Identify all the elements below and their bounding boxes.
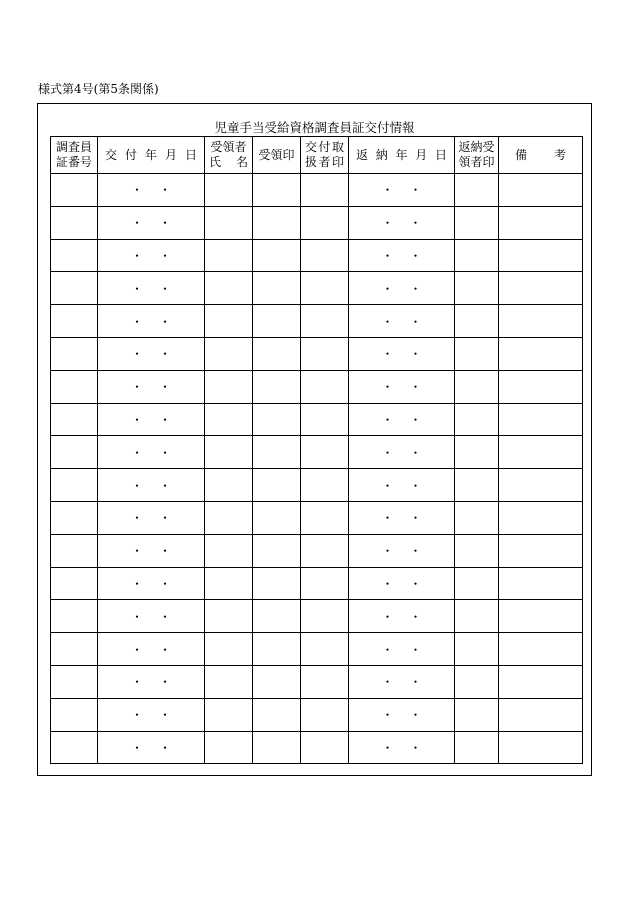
id-number-cell[interactable] bbox=[51, 174, 98, 207]
issue-handler-cell[interactable] bbox=[301, 665, 349, 698]
date-separator: ・ bbox=[130, 708, 143, 723]
table-row bbox=[51, 174, 583, 207]
return-date-cell[interactable] bbox=[349, 239, 455, 272]
return-seal-cell[interactable] bbox=[455, 469, 499, 502]
receipt-seal-cell[interactable] bbox=[253, 534, 301, 567]
issue-date-cell[interactable] bbox=[98, 403, 205, 436]
form-number-label: 様式第4号(第5条関係) bbox=[38, 82, 159, 96]
remarks-cell[interactable] bbox=[499, 501, 583, 534]
recipient-name-cell[interactable] bbox=[205, 665, 253, 698]
remarks-cell[interactable] bbox=[499, 665, 583, 698]
remarks-cell[interactable] bbox=[499, 731, 583, 764]
issue-handler-cell[interactable] bbox=[301, 469, 349, 502]
receipt-seal-cell[interactable] bbox=[253, 370, 301, 403]
id-number-cell[interactable] bbox=[51, 272, 98, 305]
remarks-cell[interactable] bbox=[499, 534, 583, 567]
return-seal-cell[interactable] bbox=[455, 174, 499, 207]
remarks-cell[interactable] bbox=[499, 337, 583, 370]
remarks-cell[interactable] bbox=[499, 174, 583, 207]
recipient-name-cell[interactable] bbox=[205, 337, 253, 370]
date-separator: ・ bbox=[409, 544, 422, 559]
id-number-cell[interactable] bbox=[51, 370, 98, 403]
date-separator: ・ bbox=[409, 248, 422, 263]
table-row bbox=[51, 272, 583, 305]
id-number-cell[interactable] bbox=[51, 305, 98, 338]
remarks-cell[interactable] bbox=[499, 403, 583, 436]
date-separator: ・ bbox=[130, 642, 143, 657]
date-separator: ・ bbox=[130, 380, 143, 395]
issue-date-cell[interactable] bbox=[98, 305, 205, 338]
id-number-cell[interactable] bbox=[51, 567, 98, 600]
receipt-seal-cell[interactable] bbox=[253, 239, 301, 272]
table-row bbox=[51, 534, 583, 567]
date-separator: ・ bbox=[409, 511, 422, 526]
remarks-cell[interactable] bbox=[499, 370, 583, 403]
remarks-cell[interactable] bbox=[499, 633, 583, 666]
recipient-name-cell[interactable] bbox=[205, 436, 253, 469]
issue-date-cell[interactable] bbox=[98, 174, 205, 207]
date-separator: ・ bbox=[409, 740, 422, 755]
recipient-name-cell[interactable] bbox=[205, 370, 253, 403]
recipient-name-cell[interactable] bbox=[205, 239, 253, 272]
table-row bbox=[51, 567, 583, 600]
return-date-cell[interactable] bbox=[349, 633, 455, 666]
issue-date-cell[interactable] bbox=[98, 665, 205, 698]
date-separator: ・ bbox=[130, 314, 143, 329]
receipt-seal-cell[interactable] bbox=[253, 698, 301, 731]
issue-date-cell[interactable] bbox=[98, 272, 205, 305]
date-separator: ・ bbox=[130, 412, 143, 427]
return-seal-cell[interactable] bbox=[455, 600, 499, 633]
recipient-name-cell[interactable] bbox=[205, 174, 253, 207]
return-date-cell[interactable] bbox=[349, 403, 455, 436]
id-number-cell[interactable] bbox=[51, 436, 98, 469]
id-number-cell[interactable] bbox=[51, 337, 98, 370]
return-date-cell[interactable] bbox=[349, 174, 455, 207]
header-return-seal: 返納受 領者印 bbox=[455, 137, 499, 174]
return-seal-cell[interactable] bbox=[455, 665, 499, 698]
issue-date-cell[interactable] bbox=[98, 469, 205, 502]
date-separator: ・ bbox=[130, 478, 143, 493]
date-separator: ・ bbox=[381, 478, 394, 493]
date-separator: ・ bbox=[158, 445, 171, 460]
date-separator: ・ bbox=[158, 708, 171, 723]
date-separator: ・ bbox=[409, 478, 422, 493]
id-number-cell[interactable] bbox=[51, 600, 98, 633]
date-separator: ・ bbox=[409, 609, 422, 624]
date-separator: ・ bbox=[158, 740, 171, 755]
issue-date-cell[interactable] bbox=[98, 206, 205, 239]
header-remarks: 備 考 bbox=[499, 137, 583, 174]
date-separator: ・ bbox=[158, 478, 171, 493]
date-separator: ・ bbox=[158, 412, 171, 427]
receipt-seal-cell[interactable] bbox=[253, 567, 301, 600]
table-row bbox=[51, 239, 583, 272]
id-number-cell[interactable] bbox=[51, 403, 98, 436]
header-issue-handler: 交 付 取 扱 者 印 bbox=[301, 137, 349, 174]
return-date-cell[interactable] bbox=[349, 272, 455, 305]
return-seal-cell[interactable] bbox=[455, 337, 499, 370]
return-seal-cell[interactable] bbox=[455, 633, 499, 666]
date-separator: ・ bbox=[381, 511, 394, 526]
date-separator: ・ bbox=[158, 281, 171, 296]
recipient-name-cell[interactable] bbox=[205, 698, 253, 731]
id-number-cell[interactable] bbox=[51, 469, 98, 502]
date-separator: ・ bbox=[130, 445, 143, 460]
recipient-name-cell[interactable] bbox=[205, 633, 253, 666]
date-separator: ・ bbox=[381, 642, 394, 657]
remarks-cell[interactable] bbox=[499, 305, 583, 338]
issue-handler-cell[interactable] bbox=[301, 436, 349, 469]
header-recipient-name: 受領者 氏 名 bbox=[205, 137, 253, 174]
date-separator: ・ bbox=[158, 248, 171, 263]
form-title: 児童手当受給資格調査員証交付情報 bbox=[214, 120, 415, 135]
issue-date-cell[interactable] bbox=[98, 239, 205, 272]
return-seal-cell[interactable] bbox=[455, 206, 499, 239]
date-separator: ・ bbox=[409, 281, 422, 296]
date-separator: ・ bbox=[158, 609, 171, 624]
return-date-cell[interactable] bbox=[349, 534, 455, 567]
table-row bbox=[51, 436, 583, 469]
return-date-cell[interactable] bbox=[349, 206, 455, 239]
issue-handler-cell[interactable] bbox=[301, 403, 349, 436]
date-separator: ・ bbox=[158, 642, 171, 657]
table-row bbox=[51, 403, 583, 436]
date-separator: ・ bbox=[381, 412, 394, 427]
return-seal-cell[interactable] bbox=[455, 501, 499, 534]
issue-handler-cell[interactable] bbox=[301, 174, 349, 207]
header-receipt-seal: 受領印 bbox=[253, 137, 301, 174]
remarks-cell[interactable] bbox=[499, 600, 583, 633]
receipt-seal-cell[interactable] bbox=[253, 272, 301, 305]
return-seal-cell[interactable] bbox=[455, 534, 499, 567]
id-number-cell[interactable] bbox=[51, 731, 98, 764]
remarks-cell[interactable] bbox=[499, 436, 583, 469]
return-date-cell[interactable] bbox=[349, 665, 455, 698]
receipt-seal-cell[interactable] bbox=[253, 436, 301, 469]
return-date-cell[interactable] bbox=[349, 337, 455, 370]
date-separator: ・ bbox=[409, 642, 422, 657]
return-date-cell[interactable] bbox=[349, 698, 455, 731]
issue-handler-cell[interactable] bbox=[301, 731, 349, 764]
remarks-cell[interactable] bbox=[499, 698, 583, 731]
return-seal-cell[interactable] bbox=[455, 403, 499, 436]
remarks-cell[interactable] bbox=[499, 239, 583, 272]
date-separator: ・ bbox=[381, 216, 394, 231]
date-separator: ・ bbox=[381, 380, 394, 395]
receipt-seal-cell[interactable] bbox=[253, 337, 301, 370]
return-seal-cell[interactable] bbox=[455, 436, 499, 469]
date-separator: ・ bbox=[381, 675, 394, 690]
recipient-name-cell[interactable] bbox=[205, 567, 253, 600]
table-row bbox=[51, 337, 583, 370]
return-date-cell[interactable] bbox=[349, 305, 455, 338]
date-separator: ・ bbox=[130, 609, 143, 624]
date-separator: ・ bbox=[158, 347, 171, 362]
table-row bbox=[51, 206, 583, 239]
date-separator: ・ bbox=[381, 314, 394, 329]
recipient-name-cell[interactable] bbox=[205, 731, 253, 764]
return-seal-cell[interactable] bbox=[455, 567, 499, 600]
issue-handler-cell[interactable] bbox=[301, 600, 349, 633]
issue-date-cell[interactable] bbox=[98, 600, 205, 633]
issue-handler-cell[interactable] bbox=[301, 501, 349, 534]
id-number-cell[interactable] bbox=[51, 501, 98, 534]
recipient-name-cell[interactable] bbox=[205, 534, 253, 567]
recipient-name-cell[interactable] bbox=[205, 206, 253, 239]
return-date-cell[interactable] bbox=[349, 600, 455, 633]
table-row bbox=[51, 501, 583, 534]
id-number-cell[interactable] bbox=[51, 534, 98, 567]
receipt-seal-cell[interactable] bbox=[253, 600, 301, 633]
return-date-cell[interactable] bbox=[349, 436, 455, 469]
date-separator: ・ bbox=[409, 675, 422, 690]
date-separator: ・ bbox=[409, 380, 422, 395]
return-date-cell[interactable] bbox=[349, 370, 455, 403]
date-separator: ・ bbox=[130, 347, 143, 362]
receipt-seal-cell[interactable] bbox=[253, 174, 301, 207]
issue-date-cell[interactable] bbox=[98, 731, 205, 764]
issue-date-cell[interactable] bbox=[98, 567, 205, 600]
date-separator: ・ bbox=[130, 216, 143, 231]
date-separator: ・ bbox=[130, 281, 143, 296]
issue-date-cell[interactable] bbox=[98, 337, 205, 370]
return-seal-cell[interactable] bbox=[455, 370, 499, 403]
issue-handler-cell[interactable] bbox=[301, 534, 349, 567]
date-separator: ・ bbox=[409, 445, 422, 460]
issue-handler-cell[interactable] bbox=[301, 337, 349, 370]
id-number-cell[interactable] bbox=[51, 698, 98, 731]
issue-date-cell[interactable] bbox=[98, 698, 205, 731]
receipt-seal-cell[interactable] bbox=[253, 305, 301, 338]
recipient-name-cell[interactable] bbox=[205, 403, 253, 436]
recipient-name-cell[interactable] bbox=[205, 501, 253, 534]
recipient-name-cell[interactable] bbox=[205, 469, 253, 502]
date-separator: ・ bbox=[381, 708, 394, 723]
id-number-cell[interactable] bbox=[51, 665, 98, 698]
date-separator: ・ bbox=[409, 708, 422, 723]
receipt-seal-cell[interactable] bbox=[253, 633, 301, 666]
form-frame bbox=[37, 103, 592, 776]
date-separator: ・ bbox=[158, 216, 171, 231]
date-separator: ・ bbox=[158, 380, 171, 395]
issue-handler-cell[interactable] bbox=[301, 370, 349, 403]
issue-handler-cell[interactable] bbox=[301, 206, 349, 239]
date-separator: ・ bbox=[381, 576, 394, 591]
remarks-cell[interactable] bbox=[499, 272, 583, 305]
date-separator: ・ bbox=[409, 216, 422, 231]
issue-handler-cell[interactable] bbox=[301, 239, 349, 272]
receipt-seal-cell[interactable] bbox=[253, 206, 301, 239]
issue-handler-cell[interactable] bbox=[301, 272, 349, 305]
date-separator: ・ bbox=[381, 248, 394, 263]
date-separator: ・ bbox=[130, 544, 143, 559]
date-separator: ・ bbox=[158, 544, 171, 559]
table-row bbox=[51, 305, 583, 338]
header-id-number: 調査員 証番号 bbox=[51, 137, 98, 174]
date-separator: ・ bbox=[158, 511, 171, 526]
return-date-cell[interactable] bbox=[349, 469, 455, 502]
date-separator: ・ bbox=[409, 412, 422, 427]
recipient-name-cell[interactable] bbox=[205, 305, 253, 338]
remarks-cell[interactable] bbox=[499, 206, 583, 239]
date-separator: ・ bbox=[130, 740, 143, 755]
table-row bbox=[51, 370, 583, 403]
receipt-seal-cell[interactable] bbox=[253, 403, 301, 436]
header-return-date: 返 納 年 月 日 bbox=[349, 137, 455, 174]
table-row bbox=[51, 665, 583, 698]
date-separator: ・ bbox=[130, 248, 143, 263]
table-row bbox=[51, 731, 583, 764]
id-number-cell[interactable] bbox=[51, 633, 98, 666]
issue-date-cell[interactable] bbox=[98, 501, 205, 534]
date-separator: ・ bbox=[130, 675, 143, 690]
table-row bbox=[51, 698, 583, 731]
receipt-seal-cell[interactable] bbox=[253, 501, 301, 534]
date-separator: ・ bbox=[409, 314, 422, 329]
date-separator: ・ bbox=[381, 445, 394, 460]
return-date-cell[interactable] bbox=[349, 567, 455, 600]
date-separator: ・ bbox=[158, 314, 171, 329]
issue-date-cell[interactable] bbox=[98, 436, 205, 469]
return-seal-cell[interactable] bbox=[455, 731, 499, 764]
return-seal-cell[interactable] bbox=[455, 239, 499, 272]
date-separator: ・ bbox=[381, 281, 394, 296]
receipt-seal-cell[interactable] bbox=[253, 731, 301, 764]
date-separator: ・ bbox=[381, 183, 394, 198]
issue-date-cell[interactable] bbox=[98, 370, 205, 403]
date-separator: ・ bbox=[158, 675, 171, 690]
issue-date-cell[interactable] bbox=[98, 534, 205, 567]
table-body bbox=[51, 174, 583, 764]
issue-handler-cell[interactable] bbox=[301, 567, 349, 600]
receipt-seal-cell[interactable] bbox=[253, 665, 301, 698]
receipt-seal-cell[interactable] bbox=[253, 469, 301, 502]
issue-handler-cell[interactable] bbox=[301, 633, 349, 666]
return-date-cell[interactable] bbox=[349, 501, 455, 534]
date-separator: ・ bbox=[409, 347, 422, 362]
header-issue-date: 交 付 年 月 日 bbox=[98, 137, 205, 174]
id-number-cell[interactable] bbox=[51, 206, 98, 239]
issue-handler-cell[interactable] bbox=[301, 698, 349, 731]
date-separator: ・ bbox=[381, 544, 394, 559]
date-separator: ・ bbox=[130, 511, 143, 526]
table-row bbox=[51, 633, 583, 666]
issue-handler-cell[interactable] bbox=[301, 305, 349, 338]
return-seal-cell[interactable] bbox=[455, 305, 499, 338]
issue-date-cell[interactable] bbox=[98, 633, 205, 666]
table-row bbox=[51, 469, 583, 502]
table-row bbox=[51, 600, 583, 633]
date-separator: ・ bbox=[130, 576, 143, 591]
return-seal-cell[interactable] bbox=[455, 698, 499, 731]
remarks-cell[interactable] bbox=[499, 567, 583, 600]
recipient-name-cell[interactable] bbox=[205, 272, 253, 305]
header-row bbox=[51, 137, 583, 174]
date-separator: ・ bbox=[158, 183, 171, 198]
return-seal-cell[interactable] bbox=[455, 272, 499, 305]
date-separator: ・ bbox=[158, 576, 171, 591]
date-separator: ・ bbox=[130, 183, 143, 198]
return-date-cell[interactable] bbox=[349, 731, 455, 764]
remarks-cell[interactable] bbox=[499, 469, 583, 502]
date-separator: ・ bbox=[409, 576, 422, 591]
date-separator: ・ bbox=[381, 609, 394, 624]
date-separator: ・ bbox=[409, 183, 422, 198]
issuance-table bbox=[50, 136, 583, 764]
date-separator: ・ bbox=[381, 347, 394, 362]
id-number-cell[interactable] bbox=[51, 239, 98, 272]
date-separator: ・ bbox=[381, 740, 394, 755]
recipient-name-cell[interactable] bbox=[205, 600, 253, 633]
